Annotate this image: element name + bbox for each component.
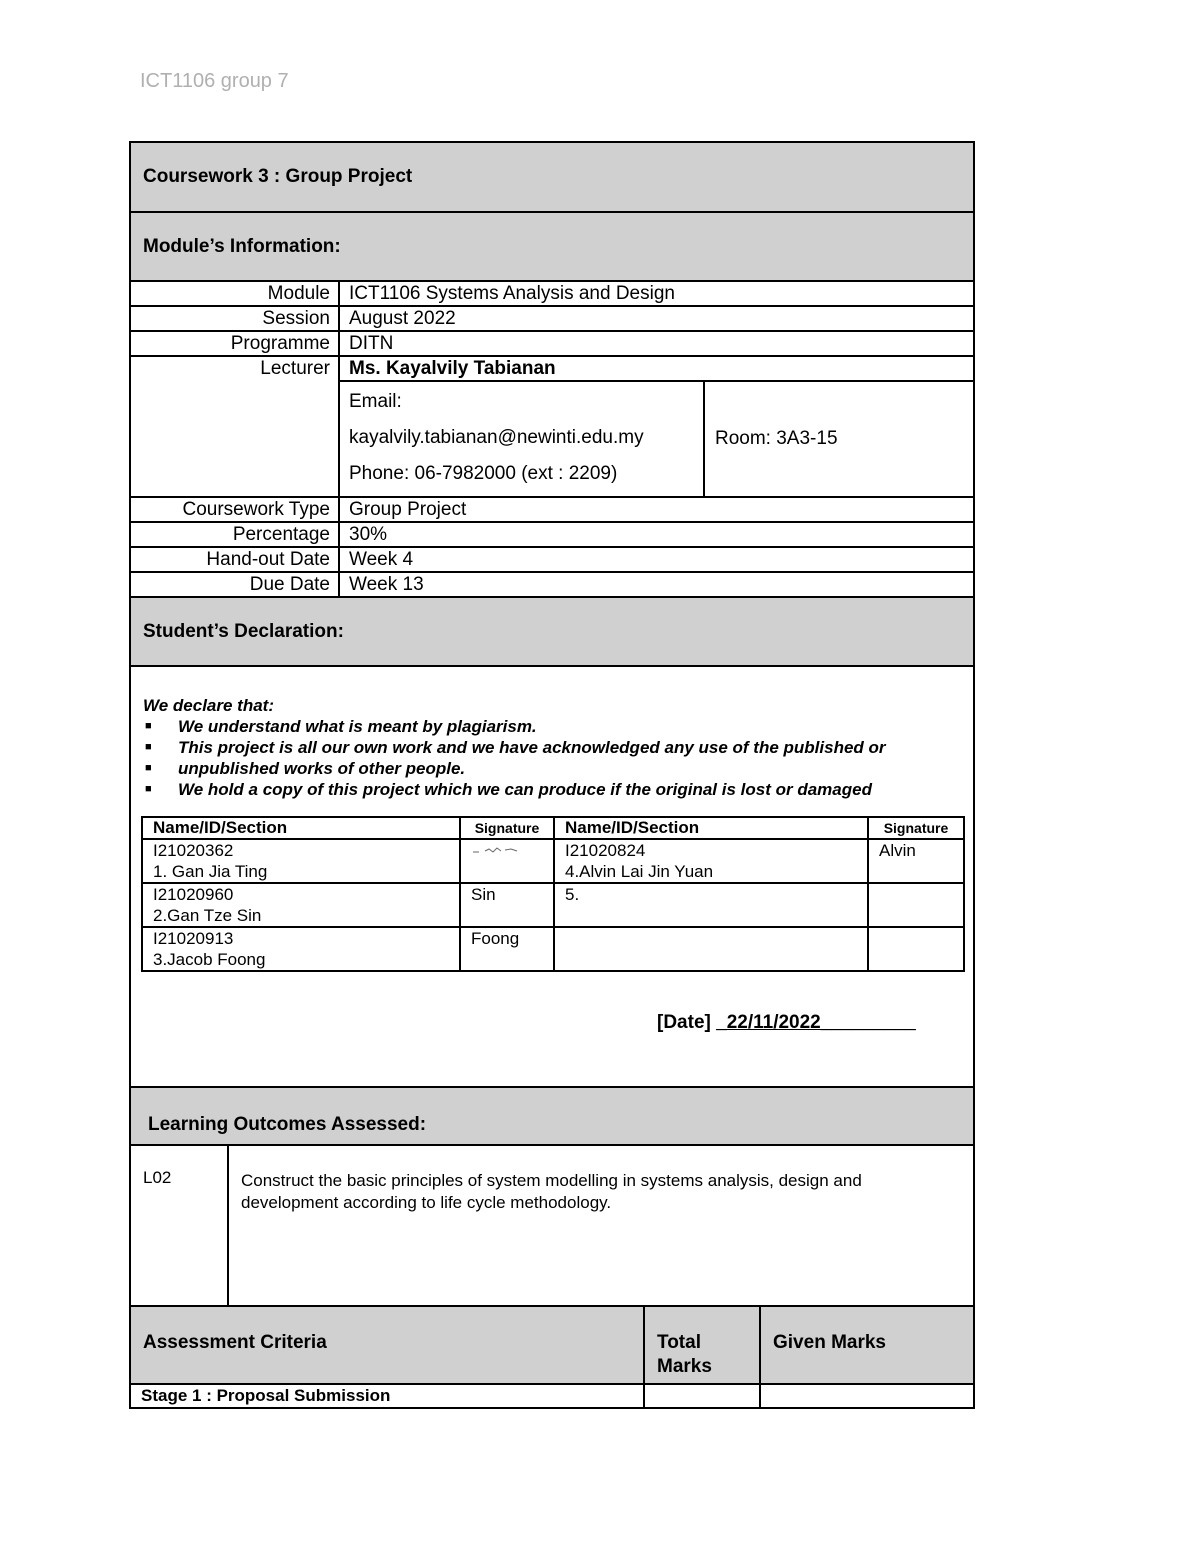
learning-outcomes-heading: Learning Outcomes Assessed: [131,1088,973,1146]
signature-cell [868,927,964,971]
date-value: _22/11/2022_________ [716,1012,916,1033]
lecturer-name-row [131,356,973,381]
module-info-table [131,282,973,596]
member-cell: I21020960 2.Gan Tze Sin [142,883,460,927]
info-label: Session [131,306,339,331]
declaration-intro: We declare that: [143,696,275,715]
form-title: Coursework 3 : Group Project [131,143,973,213]
info-row [131,572,973,596]
member-row [142,883,964,927]
given-marks-cell [760,1384,973,1407]
module-info-heading: Module’s Information: [131,213,973,282]
member-cell: I21020362 1. Gan Jia Ting [142,839,460,883]
col-header-name: Name/ID/Section [142,817,460,839]
stage-label: Stage 1 : Proposal Submission [131,1384,644,1407]
learning-outcome-row [131,1146,973,1307]
col-header-signature: Signature [460,817,554,839]
declaration-item-continued: ■ unpublished works of other people. [143,758,963,779]
info-value: Week 4 [339,547,973,572]
lecturer-label: Lecturer [131,356,339,497]
member-table [141,816,965,972]
info-value: ICT1106 Systems Analysis and Design [339,282,973,306]
signature-cell: Sin [460,883,554,927]
declaration-section [131,667,973,1088]
info-value: Week 13 [349,574,424,595]
col-header-given-marks: Given Marks [760,1307,973,1384]
page-header: ICT1106 group 7 [140,70,289,92]
room-number: Room: 3A3-15 [715,428,838,449]
lecturer-name: Ms. Kayalvily Tabianan [339,356,973,381]
signature-scribble [471,846,531,856]
phone-number: Phone: 06-7982000 (ext : 2209) [349,463,618,484]
info-row [131,547,973,572]
info-value: 30% [339,522,973,547]
signature-cell: Foong [460,927,554,971]
col-header-total-marks: Total Marks [644,1307,760,1384]
info-row [131,522,973,547]
member-row [142,927,964,971]
total-marks-cell [644,1384,760,1407]
member-cell [554,927,868,971]
member-cell: I21020824 4.Alvin Lai Jin Yuan [554,839,868,883]
info-label: Coursework Type [131,497,339,522]
info-row [131,331,973,356]
info-row [131,497,973,522]
col-header-signature: Signature [868,817,964,839]
email-address: kayalvily.tabianan@newinti.edu.my [349,427,644,448]
assessment-table [131,1307,973,1407]
info-label: Due Date [131,572,339,596]
col-header-name: Name/ID/Section [554,817,868,839]
email-label: Email: [349,391,402,412]
signature-cell [868,883,964,927]
declaration-date [657,1012,916,1034]
declaration-item: ■ We hold a copy of this project which we can produce if the original is lost or damaged [143,779,963,800]
assessment-row [131,1384,973,1407]
info-label: Module [131,282,339,306]
member-cell: 5. [554,883,868,927]
declaration-item: ■ This project is all our own work and we have acknowledged any use of the published or [143,737,963,758]
declaration-text [143,695,963,800]
signature-cell [460,839,554,883]
info-value: August 2022 [339,306,973,331]
col-header-criteria: Assessment Criteria [131,1307,644,1384]
member-cell: I21020913 3.Jacob Foong [142,927,460,971]
info-row [131,306,973,331]
info-value: Group Project [339,497,973,522]
info-row [131,282,973,306]
info-label: Hand-out Date [131,547,339,572]
declaration-heading: Student’s Declaration: [131,596,973,667]
info-value: DITN [339,331,973,356]
member-row [142,839,964,883]
declaration-item: ■ We understand what is meant by plagiarism. [143,716,963,737]
outcome-code: L02 [131,1146,229,1305]
date-label: [Date] [657,1012,711,1033]
info-label: Percentage [131,522,339,547]
outcome-description: Construct the basic principles of system modelling in systems analysis, design and development according to life cycle methodology. [241,1171,862,1212]
info-label: Programme [131,331,339,356]
signature-cell: Alvin [868,839,964,883]
lecturer-contact [340,382,704,496]
coursework-form [129,141,975,1409]
